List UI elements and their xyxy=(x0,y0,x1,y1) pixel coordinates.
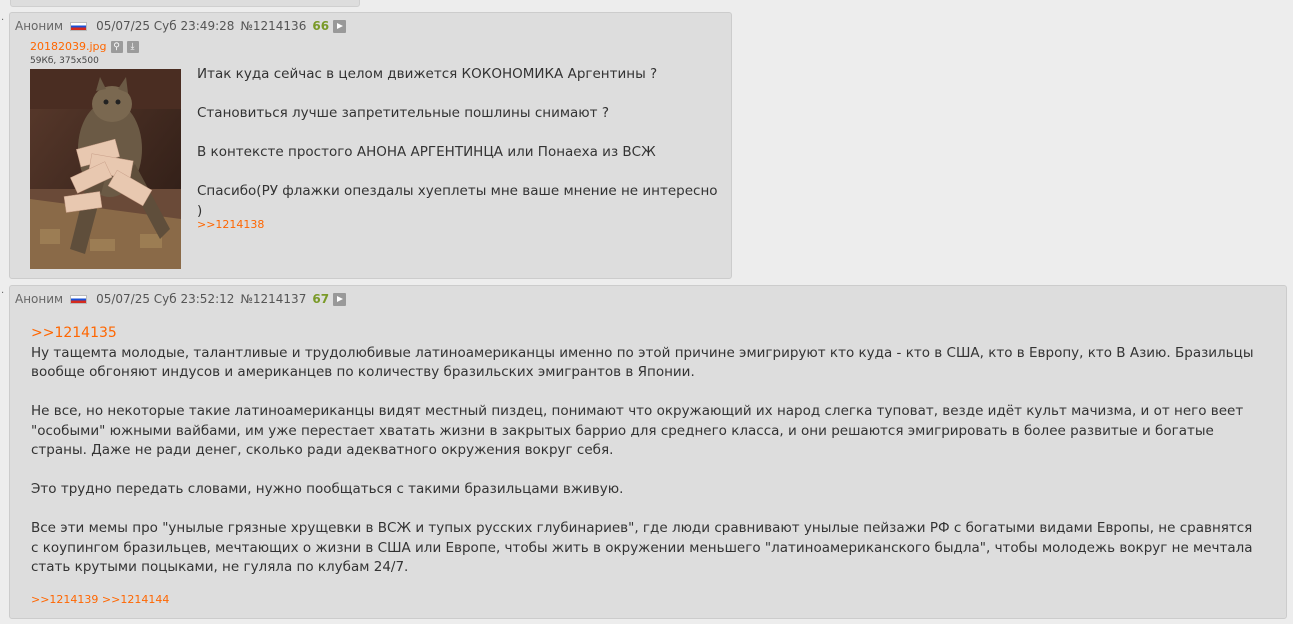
replies-link[interactable]: >>1214138 xyxy=(197,218,265,231)
post-1214136 xyxy=(9,12,732,279)
post-date: 05/07/25 Суб 23:52:12 xyxy=(96,292,235,306)
file-name-link[interactable]: 20182039.jpg xyxy=(30,40,107,53)
message-paragraph: Все эти мемы про "унылые грязные хрущевки в ВСЖ и тупых русских глубинариев", где люди сравнивают унылые пейзажи РФ с богатыми видами Европы, не сравнятся с коупингом бразильцев, мечтающих о жизни в США или Европе, чтобы жить в окружении меньшего "латиноамериканского быдла", чтобы молодежь вокруг не мечтала стать крутыми поцыками, не гуляла по клубам 24/7. xyxy=(31,520,1253,575)
message-line: В контексте простого АНОНА АРГЕНТИНЦА или Понаеха из ВСЖ xyxy=(197,144,656,160)
post-message xyxy=(31,324,1261,578)
play-icon[interactable] xyxy=(333,293,346,306)
post-number[interactable]: №1214136 xyxy=(240,19,307,33)
message-paragraph: Ну тащемта молодые, талантливые и трудолюбивые латиноамериканцы именно по этой причине эмигрируют кто куда - кто в США, кто в Европу, кто В Азию. Бразильцы вообще обгоняют индусов и американцев по количеству бразильских эмигрантов в Японии. xyxy=(31,344,1254,380)
post-count: 66 xyxy=(312,19,330,33)
post-image-thumbnail[interactable] xyxy=(30,69,181,269)
message-line: Спасибо(РУ флажки опездалы хуеплеты мне ваше мнение не интересно ) xyxy=(197,183,718,219)
post-date: 05/07/25 Суб 23:49:28 xyxy=(96,19,235,33)
message-paragraph: Не все, но некоторые такие латиноамериканцы видят местный пиздец, понимают что окружающий их народ слегка туповат, везде идёт культ мачизма, и от него веет "особыми" южными вайбами, им уже перестает хватать жизни в закрытых баррио для среднего класса, и они решаются эмигрировать в более развитые и богатые страны. Даже не ради денег, сколько ради адекватного окружения вокруг себя. xyxy=(31,403,1244,458)
previous-post-edge xyxy=(10,0,360,7)
post-header xyxy=(15,18,346,34)
message-line: Итак куда сейчас в целом движется КОКОНОМИКА Аргентины ? xyxy=(197,66,658,82)
author-name: Аноним xyxy=(15,19,64,33)
replies-link[interactable]: >>1214139 >>1214144 xyxy=(31,593,170,606)
russia-flag-icon xyxy=(70,295,87,304)
post-count: 67 xyxy=(312,292,330,306)
post-marker: · xyxy=(1,15,5,26)
post-header xyxy=(15,291,346,307)
play-icon[interactable] xyxy=(333,20,346,33)
search-icon[interactable]: ⚲ xyxy=(111,41,123,53)
post-1214137 xyxy=(9,285,1287,619)
file-meta: 59Кб, 375x500 xyxy=(30,56,99,66)
message-paragraph: Это трудно передать словами, нужно пообщаться с такими бразильцами вживую. xyxy=(31,481,624,497)
post-number[interactable]: №1214137 xyxy=(240,292,307,306)
file-info xyxy=(30,40,139,53)
download-icon[interactable]: ⤓ xyxy=(127,41,139,53)
quote-link[interactable]: >>1214135 xyxy=(31,325,117,341)
message-line: Становиться лучше запретительные пошлины снимают ? xyxy=(197,105,609,121)
author-name: Аноним xyxy=(15,292,64,306)
post-marker: · xyxy=(1,288,5,299)
russia-flag-icon xyxy=(70,22,87,31)
post-message xyxy=(197,65,727,221)
